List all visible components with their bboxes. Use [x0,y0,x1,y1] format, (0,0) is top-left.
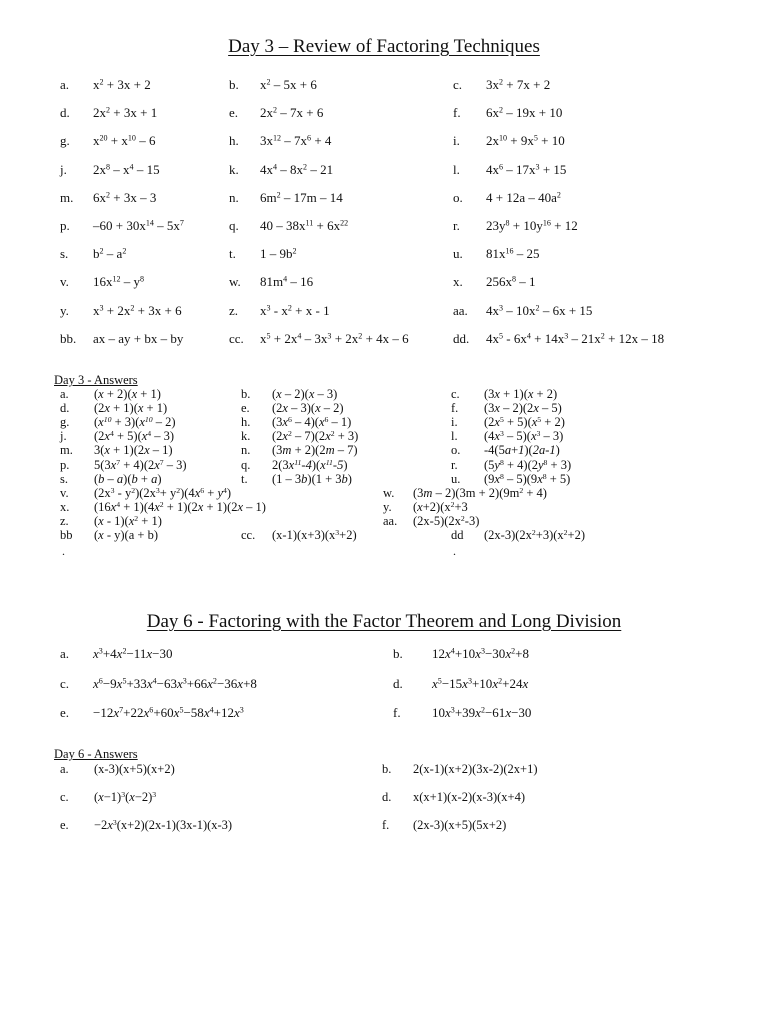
item-expression: 3(x + 1)(2x – 1) [94,443,173,458]
item-label: b. [229,77,239,92]
item-expression: (2x-3)(x+5)(5x+2) [413,818,507,832]
answer-item [60,387,161,402]
item-label: x. [60,499,70,514]
item-label: f. [453,105,461,121]
day6-answers-heading: Day 6 - Answers [54,747,138,761]
item-expression: $(9x^8 - 5)(9x^8 + 5)$ [484,471,571,486]
item-label: h. [229,133,239,149]
answer-item [60,443,173,458]
item-expression: $(2x^2 - 7)(2x^2 + 3)$ [272,429,359,444]
item-label: cc. [241,528,256,542]
item-label: o. [453,189,463,205]
item-label: b. [393,646,403,661]
item-expression: $-2x^3(x+2)(2x-1)(3x-1)(x-3)$ [94,817,233,832]
item-label: u. [451,471,461,486]
item-label: dd [451,528,464,542]
item-expression: $x^5 + 2x^4 - 3x^3 + 2x^2 + 4x - 6$ [260,330,409,346]
item-label: w. [229,274,241,290]
item-expression: (2x – 3)(x – 2) [272,401,344,416]
item-expression: $(16x^4 + 1)(4x^2 + 1)(2x + 1)(2x - 1)$ [94,499,266,514]
item-expression: x(x+1)(x-2)(x-3)(x+4) [413,790,525,804]
item-label: k. [229,161,239,177]
problem-item [229,133,332,149]
item-expression: (2x + 1)(x + 1) [94,401,168,416]
item-label: n. [229,189,239,205]
answer-item [451,443,560,458]
item-expression: $256x^8 - 1$ [486,274,536,290]
answer-item [383,499,468,515]
answer-item [60,457,187,473]
answer-item [241,429,359,444]
answer-item [451,414,565,430]
item-expression: $4 + 12a - 40a^2$ [486,189,561,205]
item-label: n. [241,443,251,458]
problem-item [60,77,151,93]
item-expression: (x – 2)(x – 3) [272,387,338,401]
item-expression: $(4x^3 - 5)(x^3 - 3)$ [484,429,564,444]
item-label: o. [451,443,461,458]
answer-item [451,429,564,444]
day3-title: Day 3 – Review of Factoring Techniques [228,36,540,57]
problem-item [453,330,665,347]
item-expression: (1 – 3b)(1 + 3b) [272,471,352,486]
item-expression: (x + 2)(x + 1) [94,387,161,401]
item-expression: $23y^8 + 10y^{16} + 12$ [486,218,578,233]
item-expression: $x^5-15x^3+10x^2+24x$ [432,676,529,691]
answer-item [382,790,525,805]
answer-item [451,401,562,416]
problem-item [453,105,563,121]
item-expression: $-12x^7+22x^6+60x^5-58x^4+12x^3$ [93,705,244,720]
item-expression: $16x^{12} - y^8$ [93,274,145,290]
item-expression: $x^6-9x^5+33x^4-63x^3+66x^2-36x+8$ [93,676,257,691]
item-label: d. [382,790,392,804]
item-expression: $81m^4 - 16$ [260,274,314,290]
problem-item [60,302,182,319]
item-expression: $2(3x^{11}-4)(x^{11}-5)$ [272,457,348,472]
problem-item [60,705,244,721]
item-label: c. [451,387,460,401]
answer-item [60,513,162,529]
item-label: p. [60,457,70,472]
problem-item [229,274,314,290]
item-expression: $x^3+4x^2-11x-30$ [93,646,173,661]
problem-item [60,133,156,149]
item-expression: $(5y^8 + 4)(2y^8 + 3)$ [484,457,572,472]
item-label: a. [60,646,70,661]
problem-item [60,218,184,234]
answer-item [241,457,348,473]
problem-item [60,161,160,178]
item-expression: $-60 + 30x^{14} - 5x^7$ [93,218,184,233]
problem-item [229,218,349,234]
item-expression: $b^2 - a^2$ [93,246,127,262]
item-label: d. [60,105,70,121]
answer-item [60,471,162,487]
item-expression: $4x^4 - 8x^2 - 21$ [260,161,334,177]
problem-item [229,330,409,347]
problem-item [453,189,561,206]
item-expression: $x^{20} + x^{10} - 6$ [93,133,156,149]
answer-item [241,387,338,402]
problem-item [393,705,532,721]
problem-item [60,646,173,662]
item-expression: $6x^2 - 19x + 10$ [486,105,563,121]
item-expression: (x - y)(a + b) [94,528,158,542]
item-label: c. [60,790,69,804]
problem-item [60,246,127,262]
item-label: c. [453,77,463,92]
answer-item [383,513,480,529]
answer-item [451,457,572,473]
item-expression: $(3x^6 - 4)(x^6 - 1)$ [272,414,352,430]
item-expression: $2x^8 - x^4 - 15$ [93,161,160,177]
problem-item [453,302,593,319]
answer-item [451,527,585,543]
item-expression: $(x+2)(x^2+3$ [413,499,468,514]
item-expression: $(2x^5 + 5)(x^5 + 2)$ [484,414,565,430]
item-label: e. [60,705,70,720]
answer-item [60,762,175,777]
answer-item [451,387,558,402]
answer-item [241,414,352,430]
item-expression: $81x^{16} - 25$ [486,246,540,262]
item-label: z. [229,302,239,318]
item-expression: $x^3 + 2x^2 + 3x + 6$ [93,302,182,318]
problem-item [229,105,324,121]
item-label: q. [229,218,239,233]
item-label: i. [453,133,460,149]
item-label: g. [60,133,70,149]
item-expression: $(2x-3)(2x^2+3)(x^2+2)$ [484,527,585,542]
problem-item [453,77,551,93]
problem-item [229,161,334,178]
item-expression: $(x^{10} + 3)(x^{10} - 2)$ [94,414,176,430]
problem-item [229,302,330,319]
item-expression: $10x^3+39x^2-61x-30$ [432,705,532,720]
item-label: v. [60,485,69,500]
item-label: p. [60,218,70,233]
answer-item [60,429,175,444]
trailing-dot: . [453,544,456,558]
item-expression: (3x – 2)(2x – 5) [484,401,562,416]
answer-item [60,414,176,430]
item-expression: $(3m - 2)(3m + 2)(9m^2 + 4)$ [413,485,547,500]
item-label: u. [453,246,463,262]
item-label: b. [382,762,392,776]
problem-item [453,274,536,290]
item-label: s. [60,246,69,262]
item-label: d. [60,401,70,416]
item-expression: $(x-1)^3(x-2)^3$ [94,789,157,804]
day3-answers-heading: Day 3 - Answers [54,373,138,387]
item-label: a. [60,387,69,401]
item-label: r. [453,218,460,233]
item-label: m. [60,189,74,205]
item-expression: $5(3x^7 + 4)(2x^7 - 3)$ [94,457,187,472]
item-label: t. [241,471,248,486]
item-label: e. [229,105,239,121]
item-expression: $4x^5 - 6x^4 + 14x^3 - 21x^2 + 12x - 18$ [486,330,665,346]
item-label: a. [60,77,70,92]
problem-item [453,218,578,234]
item-expression: $2x^{10} + 9x^5 + 10$ [486,133,565,149]
item-label: b. [241,387,251,401]
answer-item [60,499,266,515]
item-expression: $(2x^4 + 5)(x^4 - 3)$ [94,429,175,444]
problem-item [229,77,317,93]
item-label: y. [383,499,392,514]
answer-item [382,762,538,777]
item-label: w. [383,485,395,500]
item-label: aa. [453,302,468,318]
item-label: e. [241,401,250,416]
problem-item [60,105,158,121]
item-expression: 2(x-1)(x+2)(3x-2)(2x+1) [413,762,538,776]
problem-item [393,646,529,662]
item-expression: $2x^2 - 7x + 6$ [260,105,324,121]
item-label: q. [241,457,251,472]
item-label: f. [451,401,459,416]
item-label: bb. [60,330,77,346]
item-expression: $(x-1)(x+3)(x^3+2)$ [272,527,357,542]
answer-item [241,443,358,458]
item-label: l. [453,161,460,177]
item-expression: $x^2 + 3x + 2$ [93,77,151,92]
problem-item [60,189,157,206]
problem-item [229,246,297,262]
item-label: l. [451,429,458,444]
item-expression: (x-3)(x+5)(x+2) [94,762,175,776]
day6-title: Day 6 - Factoring with the Factor Theorem and Long Division [146,611,622,632]
problem-item [229,189,343,206]
problem-item [60,330,184,347]
answer-item [241,401,344,416]
item-label: i. [451,415,458,430]
item-expression: $3x^2 + 7x + 2$ [486,77,551,92]
answer-item [60,401,168,416]
item-label: f. [382,818,390,832]
item-expression: $(2x-5)(2x^2-3)$ [413,513,480,528]
item-label: dd. [453,330,470,346]
answer-item [383,485,547,501]
item-expression: ax – ay + bx – by [93,330,184,346]
problem-item [453,133,565,149]
item-label: z. [60,513,69,528]
item-label: g. [60,415,70,430]
problem-item [393,676,529,692]
item-expression: $2x^2 + 3x + 1$ [93,105,158,121]
item-label: x. [453,274,463,290]
item-label: e. [60,818,69,832]
answer-item [60,485,232,501]
item-expression: $x^3 - x^2 + x - 1$ [260,302,330,318]
item-label: v. [60,274,69,290]
item-expression: $3x^{12} - 7x^6 + 4$ [260,133,332,149]
problem-item [60,676,257,692]
item-expression: $40 - 38x^{11} + 6x^{22}$ [260,218,349,233]
item-expression: (b – a)(b + a) [94,471,162,486]
problem-item [453,246,540,262]
item-expression: (3m + 2)(2m – 7) [272,443,358,458]
item-label: t. [229,246,236,262]
item-label: d. [393,676,403,691]
item-label: a. [60,762,69,776]
item-label: cc. [229,330,244,346]
item-label: k. [241,429,251,444]
item-expression: $(2x^3 - y^2)(2x^3+ y^2)(4x^6 + y^4)$ [94,485,232,500]
answer-item [451,471,571,487]
problem-item [60,274,145,290]
answer-item [60,528,158,543]
item-expression: -4(5a+1)(2a-1) [484,443,560,458]
answer-item [60,817,233,833]
item-label: j. [60,161,67,177]
item-expression: $4x^3 - 10x^2 - 6x + 15$ [486,302,593,318]
item-label: c. [60,676,70,691]
item-expression: (3x + 1)(x + 2) [484,387,558,401]
item-expression: $(x - 1)(x^2 + 1)$ [94,513,162,528]
answer-item [60,789,157,805]
item-expression: $x^2 - 5x + 6$ [260,77,317,92]
item-label: f. [393,705,401,720]
item-label: r. [451,457,458,472]
problem-item [453,161,567,178]
answer-item [382,818,507,833]
item-label: bb [60,528,73,542]
item-expression: $6m^2 - 17m - 14$ [260,189,343,205]
item-label: m. [60,443,73,458]
answer-item [241,471,352,487]
item-label: aa. [383,513,398,528]
item-label: y. [60,302,69,318]
item-label: j. [60,429,67,444]
item-expression: $4x^6 - 17x^3 + 15$ [486,161,567,177]
item-label: h. [241,415,251,430]
trailing-dot: . [62,544,65,558]
item-expression: $12x^4+10x^3-30x^2+8$ [432,646,529,661]
answer-item [241,527,357,543]
item-expression: $6x^2 + 3x - 3$ [93,189,157,205]
item-label: s. [60,471,68,486]
item-expression: $1 - 9b^2$ [260,246,297,262]
